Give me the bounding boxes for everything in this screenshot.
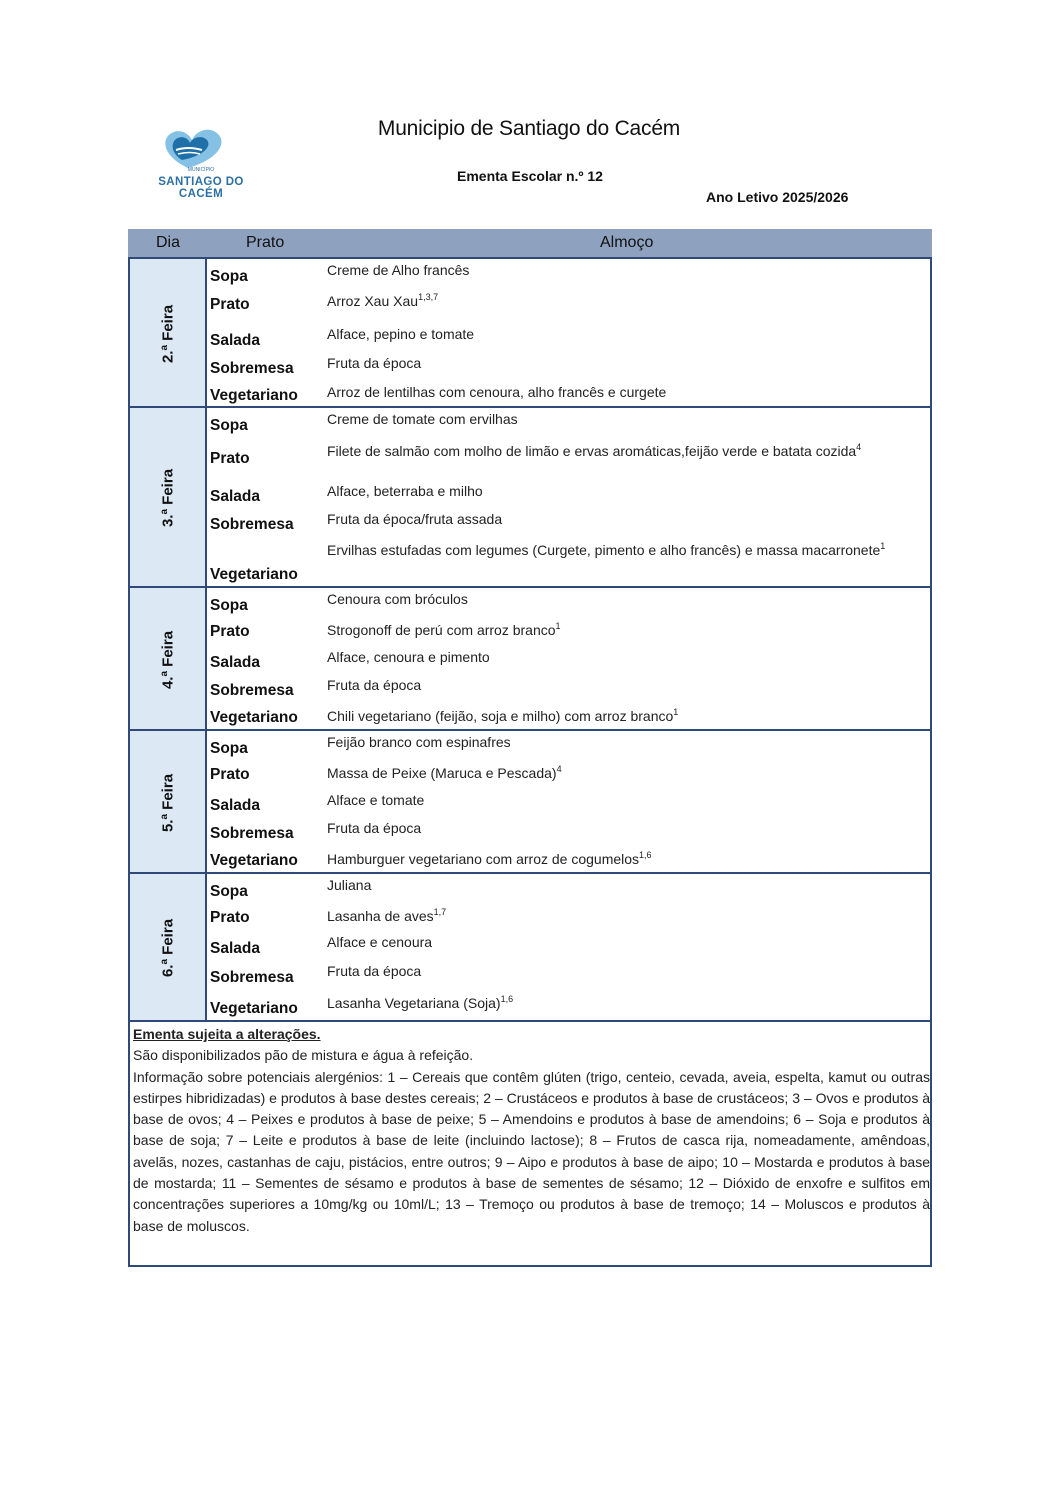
dish-sopa: Juliana [327,877,372,893]
category-sopa: Sopa [210,597,248,614]
category-prato: Prato [210,296,250,313]
dish-prato: Strogonoff de perú com arroz branco$^1$ [327,621,561,638]
dish-prato: Filete de salmão com molho de limão e ervas aromáticas,feijão verde e batata cozida$^4$ [327,442,862,459]
day-block-terca [128,406,932,590]
day-block-segunda [128,257,932,410]
dish-vegetariano: Lasanha Vegetariana (Soja)$^{1,6}$ [327,994,514,1011]
category-salada: Salada [210,332,260,349]
category-salada: Salada [210,940,260,957]
dish-salada: Alface, pepino e tomate [327,326,475,342]
allergen-info: Informação sobre potenciais alergénios: 1 – Cereais que contêm glúten (trigo, centeio, cevada, aveia, espelta, kamut ou outras estirpes hibridizadas) e produtos à base destes cereais; 2 – Crustáceos e produtos à base de crustáceos; 3 – Ovos e produtos à base de ovos; 4 – Peixes e produtos à base de peixe; 5 – Amendoins e produtos à base de amendoins; 6 – Soja e produtos à base de soja; 7 – Leite e produtos à base de leite (incluindo lactose); 8 – Frutos de casca rija, nomeadamente, amêndoas, avelãs, nozes, castanhas de caju, pistácios, entre outros; 9 – Aipo e produtos à base de aipo; 10 – Mostarda e produtos à base de mostarda; 11 – Sementes de sésamo e produtos à base de sementes de sésamo; 12 – Dióxido de enxofre e sulfitos em concentrações superiores a 10mg/kg ou 10ml/L; 13 – Tremoço ou produtos à base de tremoço; 14 – Moluscos e produtos à base de moluscos. [133,1068,930,1234]
header-prato: Prato [246,234,285,251]
category-salada: Salada [210,797,260,814]
category-prato: Prato [210,909,250,926]
dish-salada: Alface, cenoura e pimento [327,649,490,665]
category-vegetariano: Vegetariano [210,852,298,869]
category-prato: Prato [210,450,250,467]
day-label: 6.ª Feira [159,918,176,977]
table-header [128,229,932,257]
dish-prato: Massa de Peixe (Maruca e Pescada)$^4$ [327,764,562,781]
day-label: 3.ª Feira [159,468,176,528]
category-vegetariano: Vegetariano [210,1000,298,1017]
header-almoco: Almoço [600,234,654,251]
category-sobremesa: Sobremesa [210,682,294,699]
school-year: Ano Letivo 2025/2026 [706,189,849,205]
dish-sopa: Creme de Alho francês [327,262,470,278]
notes-box [128,1020,932,1267]
category-vegetariano: Vegetariano [210,566,298,583]
dish-vegetariano: Arroz de lentilhas com cenoura, alho francês e curgete [327,384,667,400]
dish-salada: Alface, beterraba e milho [327,483,483,499]
category-sobremesa: Sobremesa [210,969,294,986]
day-label: 2.ª Feira [159,304,176,363]
category-sobremesa: Sobremesa [210,360,294,377]
day-block-quinta [128,729,932,876]
day-block-quarta [128,586,932,733]
day-label-cell [130,874,207,1021]
dish-sobremesa: Fruta da época/fruta assada [327,511,503,527]
dish-sopa: Creme de tomate com ervilhas [327,411,518,427]
dish-sobremesa: Fruta da época [327,963,422,979]
dish-prato: Arroz Xau Xau$^{1,3,7}$ [327,292,439,309]
dish-salada: Alface e cenoura [327,934,433,950]
day-label: 5.ª Feira [159,773,176,832]
logo-name: SANTIAGO DO CACÉM [158,176,244,200]
category-sobremesa: Sobremesa [210,825,294,842]
dish-vegetariano: Hamburguer vegetariano com arroz de cogumelos$^{1,6}$ [327,850,652,867]
category-vegetariano: Vegetariano [210,709,298,726]
day-label-cell [130,731,207,874]
category-salada: Salada [210,654,260,671]
dish-vegetariano: Ervilhas estufadas com legumes (Curgete, pimento e alho francês) e massa macarronete$^1$ [327,541,886,558]
category-vegetariano: Vegetariano [210,387,298,404]
category-sopa: Sopa [210,740,248,757]
menu-number: Ementa Escolar n.º 12 [457,168,603,184]
dish-prato: Lasanha de aves$^{1,7}$ [327,907,447,924]
category-sopa: Sopa [210,883,248,900]
day-label-cell [130,588,207,731]
category-sopa: Sopa [210,417,248,434]
header-dia: Dia [156,234,181,251]
dish-sopa: Cenoura com bróculos [327,591,468,607]
category-salada: Salada [210,488,260,505]
day-label-cell [130,259,207,408]
dish-sobremesa: Fruta da época [327,355,422,371]
dish-sobremesa: Fruta da época [327,820,422,836]
notes-bread-water: São disponibilizados pão de mistura e água à refeição. [133,1047,474,1064]
day-block-sexta [128,872,932,1023]
logo-small-text: MUNICÍPIO [187,167,215,173]
category-sobremesa: Sobremesa [210,516,294,533]
dish-sopa: Feijão branco com espinafres [327,734,511,750]
dish-vegetariano: Chili vegetariano (feijão, soja e milho) com arroz branco$^1$ [327,707,679,724]
category-prato: Prato [210,766,250,783]
page-title: Municipio de Santiago do Cacém [377,117,681,140]
notes-title: Ementa sujeita a alterações. [133,1026,321,1042]
day-label: 4.ª Feira [159,630,176,689]
dish-sobremesa: Fruta da época [327,677,422,693]
category-sopa: Sopa [210,268,248,285]
dish-salada: Alface e tomate [327,792,425,808]
day-label-cell [130,408,207,588]
category-prato: Prato [210,623,250,640]
